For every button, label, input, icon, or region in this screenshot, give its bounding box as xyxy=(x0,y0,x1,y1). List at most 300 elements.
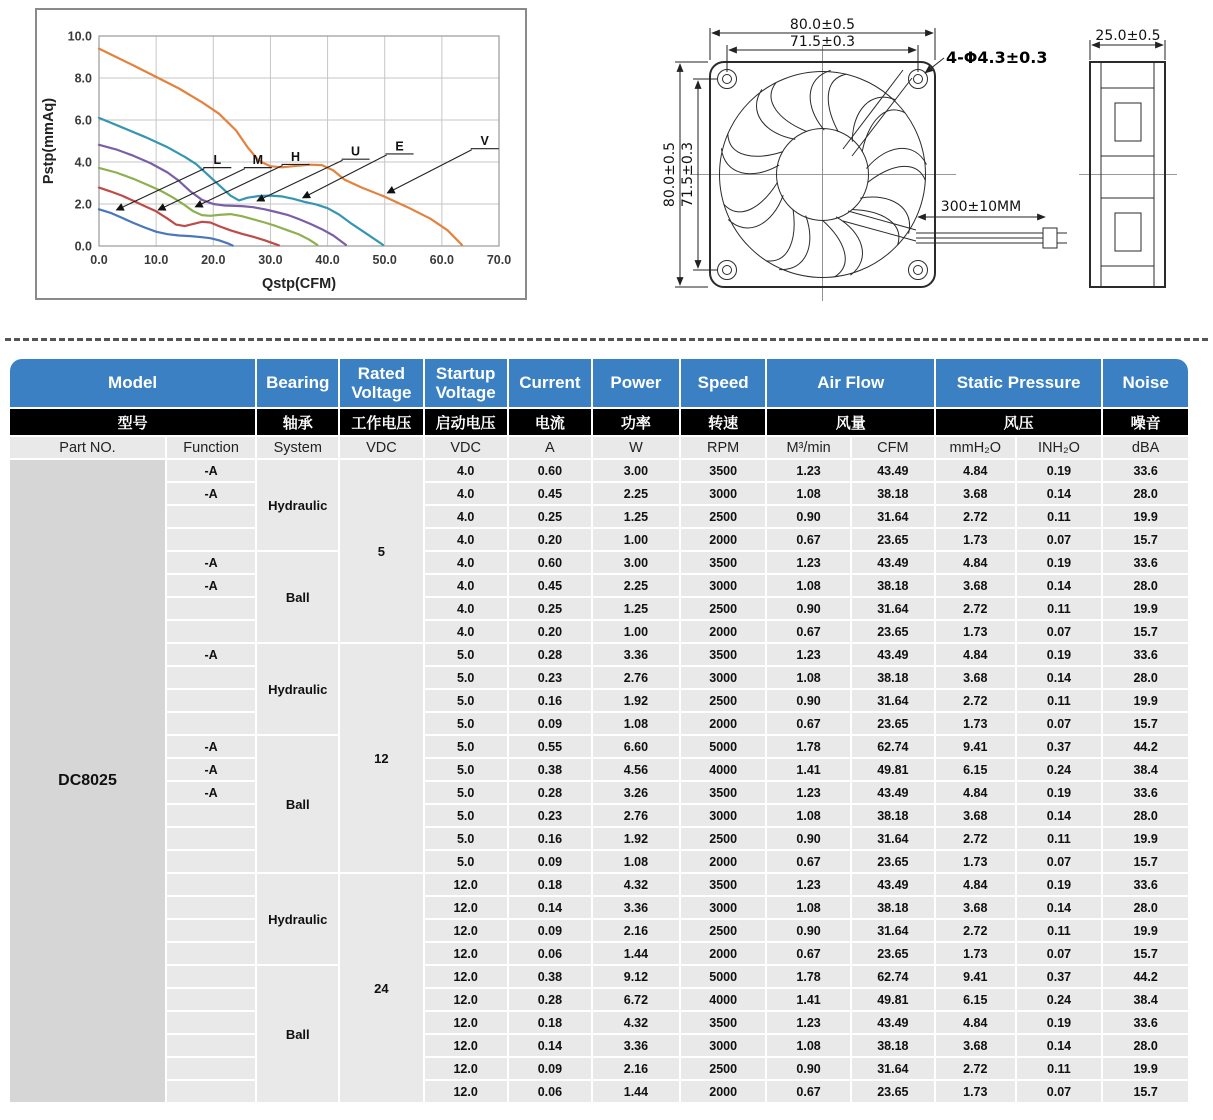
cell-speed: 3000 xyxy=(681,483,766,504)
header-bearing: Bearing xyxy=(257,359,338,407)
cell-m3min: 1.08 xyxy=(767,1035,849,1056)
table-row xyxy=(10,851,1188,872)
cell-function: -A xyxy=(167,759,255,780)
subheader-part-no: Part NO. xyxy=(10,437,165,458)
y-tick-label: 4.0 xyxy=(74,155,92,170)
cell-m3min: 1.23 xyxy=(767,1012,849,1033)
table-row xyxy=(10,575,1188,596)
cell-mmh2o: 1.73 xyxy=(936,1081,1015,1102)
cell-startup: 5.0 xyxy=(425,736,507,757)
cell-startup: 5.0 xyxy=(425,759,507,780)
x-tick-label: 70.0 xyxy=(486,253,512,267)
cell-function xyxy=(167,920,255,941)
cell-cfm: 31.64 xyxy=(852,828,934,849)
cell-dba: 19.9 xyxy=(1103,506,1188,527)
fan-blades xyxy=(716,68,927,279)
cell-function: -A xyxy=(167,736,255,757)
table-row xyxy=(10,989,1188,1010)
cell-cfm: 23.65 xyxy=(852,713,934,734)
cell-power: 4.32 xyxy=(593,874,679,895)
cell-function xyxy=(167,713,255,734)
cell-function xyxy=(167,1035,255,1056)
cell-current: 0.28 xyxy=(509,989,591,1010)
cell-inh2o: 0.19 xyxy=(1017,552,1102,573)
cell-mmh2o: 2.72 xyxy=(936,506,1015,527)
cell-function xyxy=(167,598,255,619)
cell-speed: 2500 xyxy=(681,598,766,619)
cell-speed: 3000 xyxy=(681,897,766,918)
x-tick-label: 50.0 xyxy=(372,253,397,267)
cell-current: 0.18 xyxy=(509,874,591,895)
subheader-rated-vdc: VDC xyxy=(340,437,422,458)
cell-current: 0.60 xyxy=(509,460,591,481)
cell-speed: 5000 xyxy=(681,736,766,757)
x-tick-label: 20.0 xyxy=(201,253,226,267)
x-tick-label: 40.0 xyxy=(315,253,340,267)
dimension-wire-length xyxy=(918,199,1045,217)
curve-label-U: U xyxy=(351,144,361,159)
svg-text:4-Φ4.3±0.3: 4-Φ4.3±0.3 xyxy=(946,48,1048,67)
cell-cfm: 23.65 xyxy=(852,621,934,642)
cell-speed: 2000 xyxy=(681,713,766,734)
cell-speed: 4000 xyxy=(681,989,766,1010)
x-tick-label: 30.0 xyxy=(258,253,283,267)
curve-label-H: H xyxy=(291,149,301,164)
table-row xyxy=(10,943,1188,964)
cell-speed: 3000 xyxy=(681,575,766,596)
table-row xyxy=(10,828,1188,849)
cell-mmh2o: 9.41 xyxy=(936,966,1015,987)
cell-cfm: 31.64 xyxy=(852,690,934,711)
cell-function: -A xyxy=(167,483,255,504)
cell-inh2o: 0.37 xyxy=(1017,966,1102,987)
cell-startup: 5.0 xyxy=(425,690,507,711)
cell-m3min: 1.23 xyxy=(767,874,849,895)
cell-mmh2o: 2.72 xyxy=(936,828,1015,849)
cell-dba: 28.0 xyxy=(1103,575,1188,596)
cell-dba: 15.7 xyxy=(1103,1081,1188,1102)
cell-startup: 5.0 xyxy=(425,805,507,826)
cell-inh2o: 0.24 xyxy=(1017,989,1102,1010)
cell-dba: 19.9 xyxy=(1103,690,1188,711)
cell-mmh2o: 4.84 xyxy=(936,460,1015,481)
table-row xyxy=(10,690,1188,711)
cell-cfm: 62.74 xyxy=(852,736,934,757)
cell-function xyxy=(167,966,255,987)
cell-cfm: 38.18 xyxy=(852,667,934,688)
cell-cfm: 43.49 xyxy=(852,460,934,481)
cell-m3min: 1.08 xyxy=(767,483,849,504)
y-tick-label: 2.0 xyxy=(74,197,92,212)
header-current: Current xyxy=(509,359,591,407)
header-bearing-zh: 轴承 xyxy=(257,409,338,435)
table-row xyxy=(10,598,1188,619)
cell-m3min: 1.23 xyxy=(767,552,849,573)
cell-dba: 33.6 xyxy=(1103,782,1188,803)
cell-cfm: 31.64 xyxy=(852,1058,934,1079)
cell-cfm: 43.49 xyxy=(852,644,934,665)
svg-text:80.0±0.5: 80.0±0.5 xyxy=(662,141,678,208)
curve-label-L: L xyxy=(213,153,222,168)
cell-mmh2o: 4.84 xyxy=(936,874,1015,895)
table-row xyxy=(10,552,1188,573)
cell-mmh2o: 4.84 xyxy=(936,552,1015,573)
cell-function xyxy=(167,874,255,895)
cell-m3min: 0.90 xyxy=(767,598,849,619)
cell-startup: 12.0 xyxy=(425,943,507,964)
cell-inh2o: 0.37 xyxy=(1017,736,1102,757)
table-row xyxy=(10,1081,1188,1102)
table-header-english xyxy=(10,359,1188,407)
cell-dba: 28.0 xyxy=(1103,897,1188,918)
subheader-watts: W xyxy=(593,437,679,458)
table-row xyxy=(10,621,1188,642)
cell-m3min: 0.67 xyxy=(767,529,849,550)
cell-inh2o: 0.14 xyxy=(1017,483,1102,504)
cell-current: 0.14 xyxy=(509,897,591,918)
cell-current: 0.20 xyxy=(509,529,591,550)
header-noise-zh: 噪音 xyxy=(1103,409,1188,435)
cell-current: 0.23 xyxy=(509,667,591,688)
cell-inh2o: 0.11 xyxy=(1017,1058,1102,1079)
cell-current: 0.09 xyxy=(509,851,591,872)
cell-dba: 15.7 xyxy=(1103,713,1188,734)
cell-inh2o: 0.07 xyxy=(1017,713,1102,734)
cell-mmh2o: 6.15 xyxy=(936,759,1015,780)
table-row xyxy=(10,644,1188,665)
cell-inh2o: 0.19 xyxy=(1017,874,1102,895)
cell-function xyxy=(167,1081,255,1102)
cell-m3min: 1.78 xyxy=(767,736,849,757)
table-row xyxy=(10,506,1188,527)
cell-inh2o: 0.14 xyxy=(1017,1035,1102,1056)
cell-current: 0.38 xyxy=(509,966,591,987)
cell-power: 2.25 xyxy=(593,483,679,504)
cell-m3min: 0.90 xyxy=(767,828,849,849)
table-row xyxy=(10,1058,1188,1079)
cell-mmh2o: 4.84 xyxy=(936,644,1015,665)
cell-dba: 19.9 xyxy=(1103,828,1188,849)
cell-system: Hydraulic xyxy=(257,874,338,964)
header-power-zh: 功率 xyxy=(593,409,679,435)
cell-function xyxy=(167,943,255,964)
header-rated-voltage: Rated Voltage xyxy=(340,359,422,407)
cell-m3min: 0.90 xyxy=(767,506,849,527)
cell-mmh2o: 3.68 xyxy=(936,667,1015,688)
table-row xyxy=(10,1012,1188,1033)
plot-border xyxy=(99,36,499,246)
cell-mmh2o: 3.68 xyxy=(936,1035,1015,1056)
cell-mmh2o: 3.68 xyxy=(936,483,1015,504)
cell-rated-voltage: 12 xyxy=(340,644,422,872)
cell-startup: 5.0 xyxy=(425,828,507,849)
table-row xyxy=(10,529,1188,550)
cell-dba: 15.7 xyxy=(1103,529,1188,550)
table-body xyxy=(10,460,1188,1102)
cell-m3min: 1.41 xyxy=(767,989,849,1010)
cell-dba: 15.7 xyxy=(1103,621,1188,642)
table-row xyxy=(10,713,1188,734)
cell-cfm: 38.18 xyxy=(852,575,934,596)
table-header-chinese xyxy=(10,409,1188,435)
cell-mmh2o: 3.68 xyxy=(936,575,1015,596)
cell-inh2o: 0.19 xyxy=(1017,1012,1102,1033)
cell-function xyxy=(167,529,255,550)
cell-function xyxy=(167,805,255,826)
header-speed-zh: 转速 xyxy=(681,409,766,435)
cell-power: 4.56 xyxy=(593,759,679,780)
cell-system: Ball xyxy=(257,966,338,1102)
cell-current: 0.45 xyxy=(509,575,591,596)
header-model-zh: 型号 xyxy=(10,409,255,435)
fan-technical-drawing xyxy=(660,0,1213,320)
cell-speed: 3500 xyxy=(681,552,766,573)
subheader-inh2o: INH₂O xyxy=(1017,437,1102,458)
cell-speed: 2000 xyxy=(681,851,766,872)
cell-inh2o: 0.11 xyxy=(1017,506,1102,527)
cell-power: 1.44 xyxy=(593,943,679,964)
cell-function: -A xyxy=(167,644,255,665)
cell-speed: 3000 xyxy=(681,667,766,688)
cell-speed: 2000 xyxy=(681,621,766,642)
cell-dba: 38.4 xyxy=(1103,759,1188,780)
cell-current: 0.16 xyxy=(509,828,591,849)
dashed-divider xyxy=(5,338,1208,341)
cell-dba: 33.6 xyxy=(1103,644,1188,665)
y-tick-label: 10.0 xyxy=(67,29,92,44)
cell-current: 0.60 xyxy=(509,552,591,573)
cell-cfm: 38.18 xyxy=(852,897,934,918)
svg-text:71.5±0.3: 71.5±0.3 xyxy=(680,141,696,208)
cell-startup: 4.0 xyxy=(425,552,507,573)
cell-power: 3.00 xyxy=(593,552,679,573)
cell-power: 1.00 xyxy=(593,621,679,642)
cell-startup: 4.0 xyxy=(425,506,507,527)
cell-mmh2o: 4.84 xyxy=(936,1012,1015,1033)
connector xyxy=(1043,228,1057,248)
cell-dba: 38.4 xyxy=(1103,989,1188,1010)
cell-cfm: 38.18 xyxy=(852,1035,934,1056)
cell-inh2o: 0.11 xyxy=(1017,598,1102,619)
cell-startup: 4.0 xyxy=(425,575,507,596)
cell-function: -A xyxy=(167,782,255,803)
cell-current: 0.06 xyxy=(509,943,591,964)
cell-startup: 12.0 xyxy=(425,1035,507,1056)
cell-cfm: 49.81 xyxy=(852,989,934,1010)
cell-inh2o: 0.11 xyxy=(1017,920,1102,941)
cell-dba: 19.9 xyxy=(1103,1058,1188,1079)
spec-table xyxy=(8,357,1190,1104)
y-tick-label: 8.0 xyxy=(74,71,92,86)
cell-speed: 2500 xyxy=(681,690,766,711)
header-air-flow: Air Flow xyxy=(767,359,934,407)
cell-m3min: 0.90 xyxy=(767,690,849,711)
cell-inh2o: 0.19 xyxy=(1017,644,1102,665)
lead-wire xyxy=(916,228,1067,248)
cell-dba: 19.9 xyxy=(1103,598,1188,619)
cell-inh2o: 0.07 xyxy=(1017,621,1102,642)
table-row xyxy=(10,897,1188,918)
fan-side-view xyxy=(1079,62,1177,287)
cell-dba: 44.2 xyxy=(1103,736,1188,757)
cell-mmh2o: 1.73 xyxy=(936,943,1015,964)
cell-power: 4.32 xyxy=(593,1012,679,1033)
cell-power: 3.00 xyxy=(593,460,679,481)
subheader-mmh2o: mmH₂O xyxy=(936,437,1015,458)
cell-dba: 33.6 xyxy=(1103,460,1188,481)
cell-dba: 15.7 xyxy=(1103,851,1188,872)
cell-speed: 3500 xyxy=(681,1012,766,1033)
cell-current: 0.20 xyxy=(509,621,591,642)
cell-inh2o: 0.07 xyxy=(1017,1081,1102,1102)
curve-label-E: E xyxy=(395,139,404,154)
svg-text:300±10MM: 300±10MM xyxy=(940,199,1022,215)
cell-function xyxy=(167,1012,255,1033)
header-speed: Speed xyxy=(681,359,766,407)
cell-function xyxy=(167,897,255,918)
cell-power: 6.60 xyxy=(593,736,679,757)
cell-power: 2.76 xyxy=(593,805,679,826)
cell-m3min: 0.67 xyxy=(767,621,849,642)
cell-function: -A xyxy=(167,552,255,573)
cell-system: Hydraulic xyxy=(257,460,338,550)
cell-mmh2o: 1.73 xyxy=(936,713,1015,734)
cell-current: 0.38 xyxy=(509,759,591,780)
cell-mmh2o: 3.68 xyxy=(936,897,1015,918)
x-tick-label: 60.0 xyxy=(429,253,455,267)
cell-startup: 12.0 xyxy=(425,966,507,987)
subheader-m3min: M³/min xyxy=(767,437,849,458)
cell-current: 0.14 xyxy=(509,1035,591,1056)
cell-startup: 12.0 xyxy=(425,1012,507,1033)
cell-startup: 12.0 xyxy=(425,897,507,918)
cell-dba: 28.0 xyxy=(1103,1035,1188,1056)
cell-dba: 33.6 xyxy=(1103,1012,1188,1033)
header-air-flow-zh: 风量 xyxy=(767,409,934,435)
cell-current: 0.28 xyxy=(509,644,591,665)
cell-speed: 2500 xyxy=(681,920,766,941)
cell-startup: 4.0 xyxy=(425,598,507,619)
subheader-cfm: CFM xyxy=(852,437,934,458)
y-axis-label: Pstp(mmAq) xyxy=(41,97,57,185)
cell-speed: 2000 xyxy=(681,943,766,964)
cell-startup: 12.0 xyxy=(425,1081,507,1102)
cell-mmh2o: 1.73 xyxy=(936,529,1015,550)
cell-function: -A xyxy=(167,575,255,596)
cell-power: 1.08 xyxy=(593,851,679,872)
cell-m3min: 1.08 xyxy=(767,575,849,596)
cell-m3min: 1.41 xyxy=(767,759,849,780)
cell-m3min: 0.67 xyxy=(767,851,849,872)
y-tick-label: 6.0 xyxy=(74,113,92,128)
cell-dba: 33.6 xyxy=(1103,874,1188,895)
header-startup-voltage-zh: 启动电压 xyxy=(425,409,507,435)
table-row xyxy=(10,920,1188,941)
cell-m3min: 0.67 xyxy=(767,713,849,734)
cell-m3min: 1.23 xyxy=(767,782,849,803)
table-row xyxy=(10,759,1188,780)
table-row xyxy=(10,1035,1188,1056)
cell-current: 0.28 xyxy=(509,782,591,803)
header-model: Model xyxy=(10,359,255,407)
cell-system: Ball xyxy=(257,736,338,872)
cell-power: 2.16 xyxy=(593,920,679,941)
cell-speed: 2000 xyxy=(681,1081,766,1102)
cell-cfm: 43.49 xyxy=(852,1012,934,1033)
cell-startup: 4.0 xyxy=(425,460,507,481)
cell-power: 9.12 xyxy=(593,966,679,987)
fan-drawing-svg xyxy=(660,0,1213,320)
cell-mmh2o: 1.73 xyxy=(936,621,1015,642)
cell-startup: 12.0 xyxy=(425,920,507,941)
header-noise: Noise xyxy=(1103,359,1188,407)
cell-speed: 3500 xyxy=(681,644,766,665)
cell-dba: 15.7 xyxy=(1103,943,1188,964)
subheader-amps: A xyxy=(509,437,591,458)
cell-speed: 3000 xyxy=(681,1035,766,1056)
cell-system: Ball xyxy=(257,552,338,642)
table-row xyxy=(10,483,1188,504)
cell-dba: 28.0 xyxy=(1103,667,1188,688)
cell-power: 1.00 xyxy=(593,529,679,550)
cell-part-no: DC8025 xyxy=(10,460,165,1102)
cell-power: 2.76 xyxy=(593,667,679,688)
cell-power: 1.92 xyxy=(593,828,679,849)
cell-inh2o: 0.19 xyxy=(1017,460,1102,481)
cell-inh2o: 0.11 xyxy=(1017,828,1102,849)
subheader-startup-vdc: VDC xyxy=(425,437,507,458)
cell-speed: 3500 xyxy=(681,782,766,803)
cell-function xyxy=(167,989,255,1010)
subheader-dba: dBA xyxy=(1103,437,1188,458)
table-row xyxy=(10,667,1188,688)
cell-m3min: 0.90 xyxy=(767,920,849,941)
cell-function xyxy=(167,621,255,642)
cell-m3min: 0.67 xyxy=(767,1081,849,1102)
header-startup-voltage: Startup Voltage xyxy=(425,359,507,407)
cell-m3min: 0.67 xyxy=(767,943,849,964)
performance-chart xyxy=(35,8,527,300)
x-tick-label: 10.0 xyxy=(143,253,169,267)
cell-power: 3.36 xyxy=(593,1035,679,1056)
cell-cfm: 38.18 xyxy=(852,483,934,504)
x-axis-label: Qstp(CFM) xyxy=(261,276,337,292)
fan-front-view xyxy=(690,46,956,301)
cell-startup: 12.0 xyxy=(425,989,507,1010)
cell-cfm: 43.49 xyxy=(852,552,934,573)
subheader-rpm: RPM xyxy=(681,437,766,458)
cell-cfm: 43.49 xyxy=(852,874,934,895)
cell-inh2o: 0.14 xyxy=(1017,575,1102,596)
cell-m3min: 1.08 xyxy=(767,805,849,826)
cell-inh2o: 0.14 xyxy=(1017,805,1102,826)
table-row xyxy=(10,966,1188,987)
cell-mmh2o: 6.15 xyxy=(936,989,1015,1010)
header-static-pressure: Static Pressure xyxy=(936,359,1101,407)
svg-text:80.0±0.5: 80.0±0.5 xyxy=(789,17,856,33)
cell-startup: 4.0 xyxy=(425,483,507,504)
table-row xyxy=(10,805,1188,826)
cell-cfm: 31.64 xyxy=(852,920,934,941)
cell-function xyxy=(167,851,255,872)
cell-dba: 19.9 xyxy=(1103,920,1188,941)
cell-rated-voltage: 5 xyxy=(340,460,422,642)
cell-startup: 5.0 xyxy=(425,644,507,665)
cell-power: 1.92 xyxy=(593,690,679,711)
cell-startup: 5.0 xyxy=(425,782,507,803)
cell-power: 1.25 xyxy=(593,598,679,619)
cell-function xyxy=(167,667,255,688)
